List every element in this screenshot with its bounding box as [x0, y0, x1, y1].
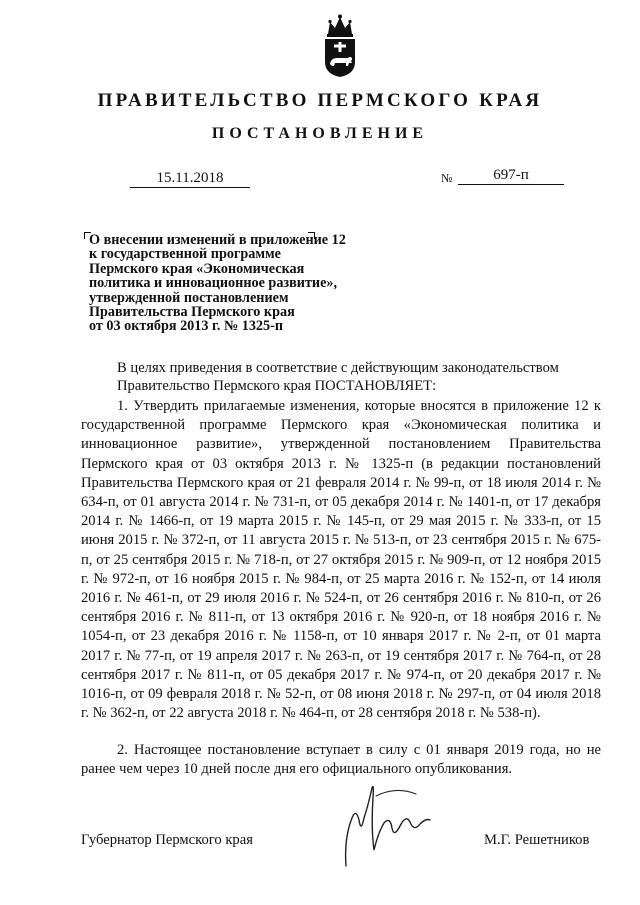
document-date: 15.11.2018 — [130, 169, 250, 188]
preamble-line-2: Правительство Пермского края ПОСТАНОВЛЯЕТ: — [117, 378, 437, 394]
document-number: 697-п — [458, 166, 564, 185]
document-subject — [89, 233, 379, 334]
number-sign: № — [441, 171, 453, 185]
subject-line: к государственной программе — [89, 246, 281, 263]
perm-krai-coat-of-arms-icon — [319, 14, 361, 78]
signatory-position: Губернатор Пермского края — [81, 832, 253, 848]
paragraph-1: 1. Утвердить прилагаемые изменения, которые вносятся в приложение 12 к государственной программе Пермского края «Экономическая политика и инновационное развитие», утвержденной постановлением Правительства Пермского края от 03 октября 2013 г. № 1325-п (в редакции постановлений Правительства Пермского края от 21 февраля 2014 г. № 99-п, от 18 июля 2014 г. № 634-п, от 01 августа 2014 г. № 731-п, от 05 декабря 2014 г. № 1401-п, от 17 декабря 2014 г. № 1466-п, от 19 марта 2015 г. № 145-п, от 29 мая 2015 г. № 333-п, от 15 июня 2015 г. № 372-п, от 11 августа 2015 г. № 513-п, от 23 сентября 2015 г. № 675-п, от 25 сентября 2015 г. № 718-п, от 27 октября 2015 г. № 909-п, от 12 ноября 2015 г. № 972-п, от 16 ноября 2015 г. № 984-п, от 25 марта 2016 г. № 152-п, от 14 июля 2016 г. № 461-п, от 29 июля 2016 г. № 524-п, от 26 сентября 2016 г. № 810-п, от 26 сентября 2016 г. № 811-п, от 13 октября 2016 г. № 920-п, от 18 ноября 2016 г. № 1054-п, от 23 декабря 2016 г. № 1158-п, от 10 января 2017 г. № 2-п, от 01 марта 2017 г. № 77-п, от 19 апреля 2017 г. № 263-п, от 19 сентября 2017 г. № 764-п, от 28 сентября 2017 г. № 811-п, от 05 декабря 2017 г. № 974-п, от 20 декабря 2017 г. № 1016-п, от 09 февраля 2018 г. № 52-п, от 08 июня 2018 г. № 297-п, от 04 июля 2018 г. № 362-п, от 22 августа 2018 г. № 464-п, от 28 сентября 2018 г. № 538-п). — [81, 398, 601, 722]
document-type: ПОСТАНОВЛЕНИЕ — [211, 125, 429, 142]
handwritten-signature — [326, 778, 444, 870]
subject-line: О внесении изменений в приложение 12 — [89, 232, 346, 248]
subject-line: утвержденной постановлением — [89, 289, 289, 306]
preamble-line-1: В целях приведения в соответствие с действующим законодательством — [117, 360, 559, 376]
government-title: ПРАВИТЕЛЬСТВО ПЕРМСКОГО КРАЯ — [97, 90, 543, 111]
subject-line: от 03 октября 2013 г. № 1325-п — [89, 318, 284, 335]
subject-line: политика и инновационное развитие», — [89, 275, 338, 292]
subject-line: Пермского края «Экономическая — [89, 260, 305, 277]
signatory-name: М.Г. Решетников — [484, 832, 590, 848]
paragraph-2: 2. Настоящее постановление вступает в силу с 01 января 2019 года, но не ранее чем через 10 дней после дня его официального опубликования. — [81, 742, 601, 778]
subject-line: Правительства Пермского края — [89, 304, 295, 321]
